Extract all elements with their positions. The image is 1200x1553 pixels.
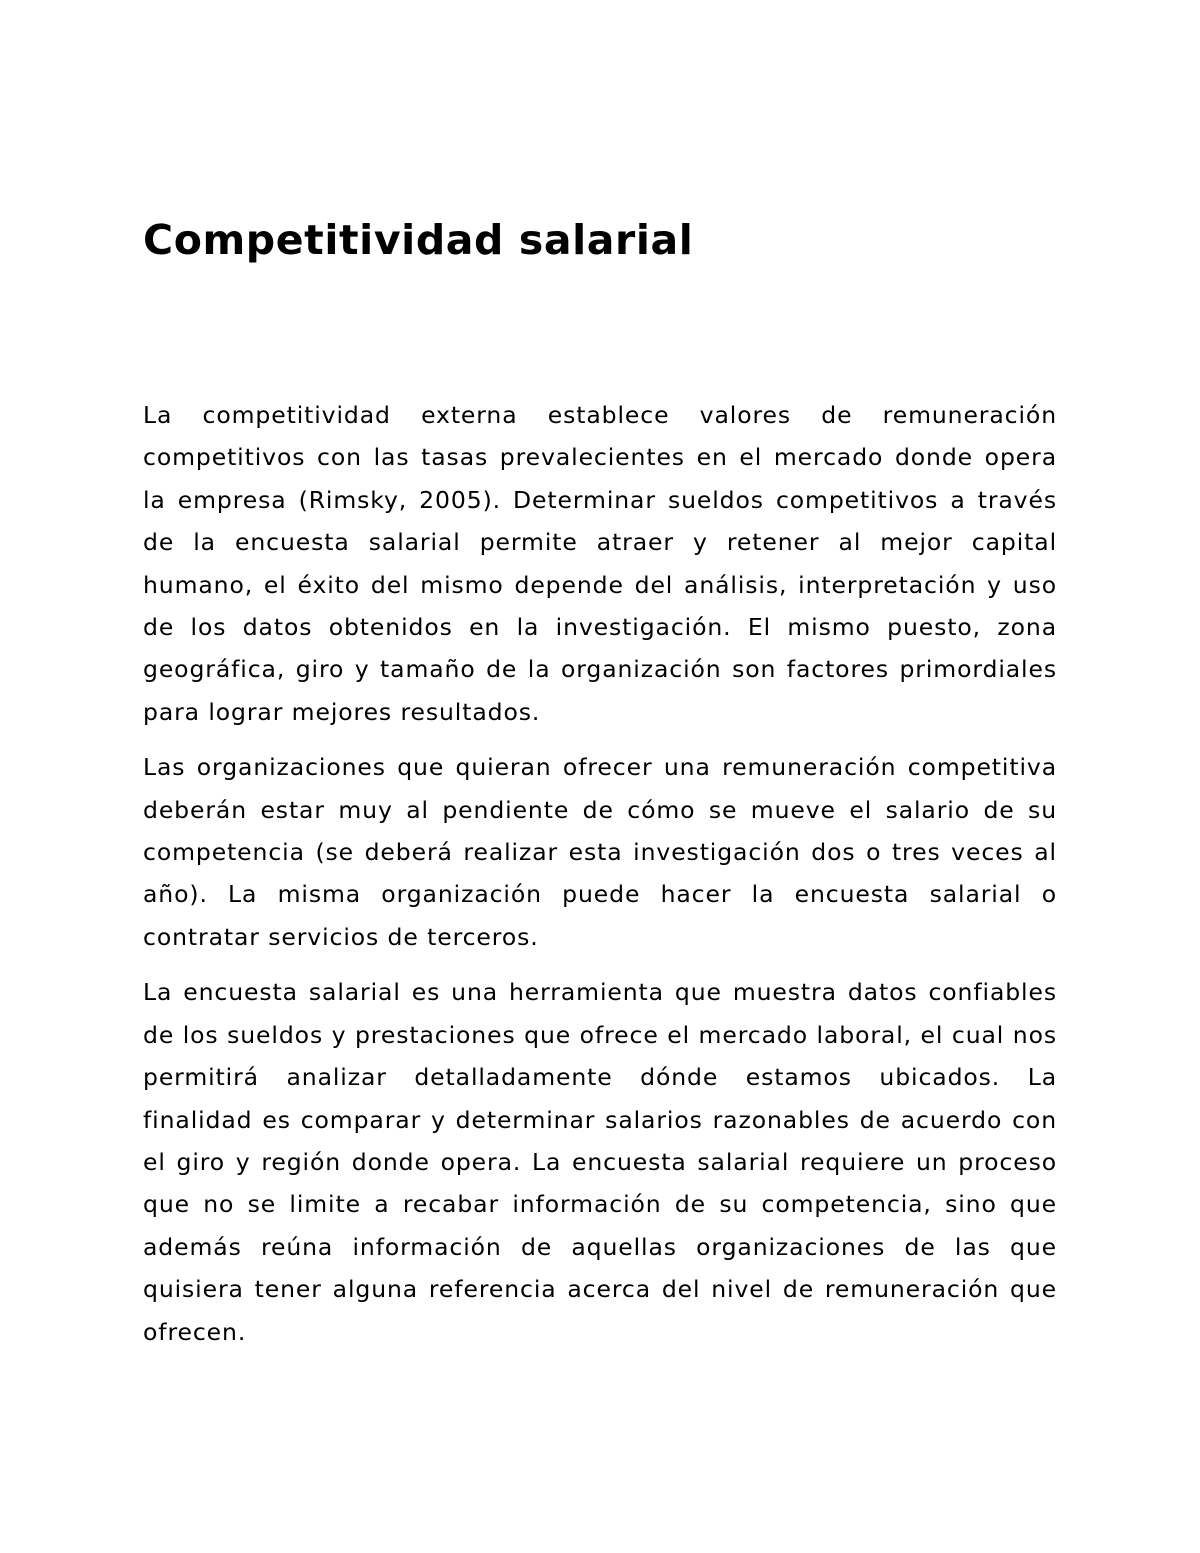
document-title: Competitividad salarial [143,216,694,264]
paragraph-1: La competitividad externa establece valores de remuneración competitivos con las tasas prevalecientes en el mercado donde opera la empresa (Rimsky, 2005). Determinar sueldos competitivos a través de la encuesta salarial permite atraer y retener al mejor capital humano, el éxito del mismo depende del análisis, interpretación y uso de los datos obtenidos en la investigación. El mismo puesto, zona geográfica, giro y tamaño de la organización son factores primordiales para lograr mejores resultados. [143,401,1057,726]
document-body [143,394,1057,1366]
paragraph-3: La encuesta salarial es una herramienta que muestra datos confiables de los sueldos y prestaciones que ofrece el mercado laboral, el cual nos permitirá analizar detalladamente dónde estamos ubicados. La finalidad es comparar y determinar salarios razonables de acuerdo con el giro y región donde opera. La encuesta salarial requiere un proceso que no se limite a recabar información de su competencia, sino que además reúna información de aquellas organizaciones de las que quisiera tener alguna referencia acerca del nivel de remuneración que ofrecen. [143,978,1057,1346]
paragraph-2: Las organizaciones que quieran ofrecer una remuneración competitiva deberán estar muy al pendiente de cómo se mueve el salario de su competencia (se deberá realizar esta investigación dos o tres veces al año). La misma organización puede hacer la encuesta salarial o contratar servicios de terceros. [143,753,1057,951]
